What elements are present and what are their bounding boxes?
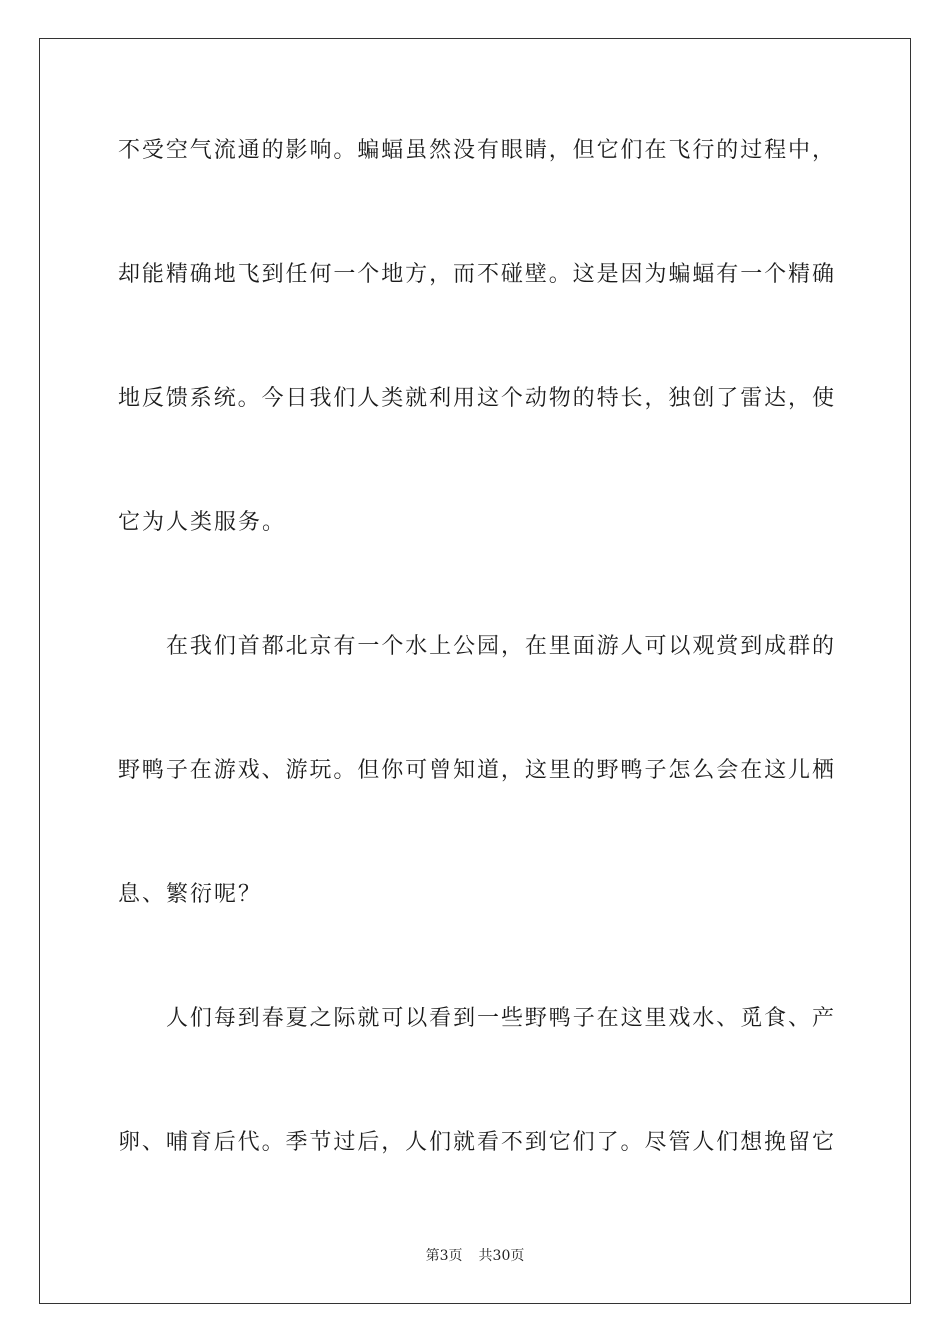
paragraph-line: 却能精确地飞到任何一个地方，而不碰壁。这是因为蝙蝠有一个精确 <box>118 262 834 287</box>
page-border <box>39 38 911 1304</box>
paragraph-line: 地反馈系统。今日我们人类就利用这个动物的特长，独创了雷达，使 <box>118 386 834 411</box>
paragraph-line: 不受空气流通的影响。蝙蝠虽然没有眼睛，但它们在飞行的过程中， <box>118 138 834 163</box>
paragraph-line: 人们每到春夏之际就可以看到一些野鸭子在这里戏水、觅食、产 <box>166 1006 834 1031</box>
page-number: 第3页 <box>425 1248 463 1264</box>
paragraph-line: 它为人类服务。 <box>118 510 287 535</box>
paragraph-line: 息、繁衍呢？ <box>118 882 263 907</box>
paragraph-line: 卵、哺育后代。季节过后，人们就看不到它们了。尽管人们想挽留它 <box>118 1130 834 1155</box>
page-footer <box>0 1246 950 1266</box>
paragraph-line: 在我们首都北京有一个水上公园，在里面游人可以观赏到成群的 <box>166 634 834 659</box>
page-total: 共30页 <box>478 1248 525 1264</box>
paragraph-line: 野鸭子在游戏、游玩。但你可曾知道，这里的野鸭子怎么会在这儿栖 <box>118 758 834 783</box>
